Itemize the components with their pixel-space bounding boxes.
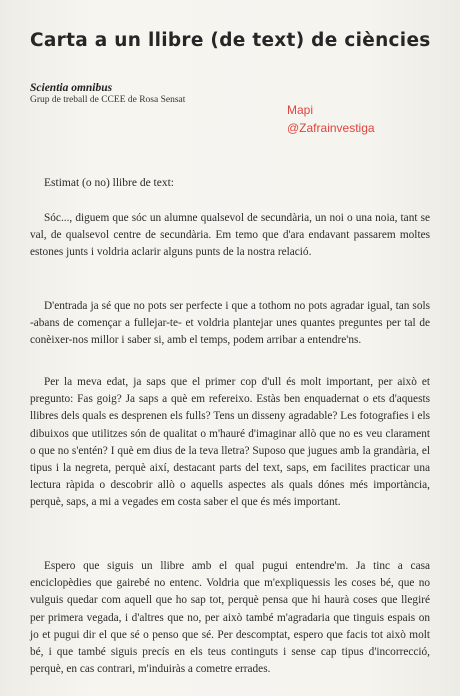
article-subtitle: Scientia omnibus xyxy=(30,82,113,94)
letter-paragraph: Espero que siguis un llibre amb el qual pugui entendre'm. Ja tinc a casa enciclopèdies que gairebé no entenc. Voldria que m'expliquessis les coses bé, que no vulguis quedar com aquell que ho sap tot, perquè pensa que hi haurà coses que llegiré per primera vegada, i d'altres que no, per això també m'agradaria que tinguis espais on jo et pugui dir el que sé o penso que sé. Per descomptat, espero que facis tot això molt bé, i que també siguis precís en els teus continguts i sense cap tipus d'incorrecció, perquè, en cas contrari, m'induiràs a cometre errades. xyxy=(30,560,430,676)
author-group: Grup de treball de CCEE de Rosa Sensat xyxy=(30,95,186,105)
letter-paragraph: Per la meva edat, ja saps que el primer cop d'ull és molt important, per això et pregunto: Fas goig? Ja saps a què em refereixo. Estàs ben enquadernat o ets d'aquests llibres dels quals es desprenen els fulls? Tens un disseny agradable? Les fotografies i els dibuixos que utilitzes són de qualitat o m'hauré d'imaginar allò que no es veu clarament o que no s'entén? I què em dius de la teva lletra? Suposo que jugues amb la grandària, el tipus i la negreta, perquè així, destacant parts del text, saps, em facilites practicar una lectura ràpida o descobrir allò o aquells aspectes als quals dónes més importància, perquè, saps, a mi a vegades em costa saber el que és més important. xyxy=(30,376,430,509)
watermark-name: Mapi xyxy=(287,103,314,117)
letter-greeting: Estimat (o no) llibre de text: xyxy=(44,177,174,189)
article-title: Carta a un llibre (de text) de ciències xyxy=(30,30,431,51)
letter-paragraph: D'entrada ja sé que no pots ser perfecte i que a tothom no pots agradar igual, tan sols -abans de començar a fullejar-te- et voldria plantejar unes quantes preguntes per tal de conèixer-nos millor i saber si, amb el temps, podem arribar a entendre'ns. xyxy=(30,300,430,347)
watermark-handle: @Zafrainvestiga xyxy=(287,121,375,135)
watermark-annotation xyxy=(287,101,375,137)
letter-paragraph: Sóc..., diguem que sóc un alumne qualsevol de secundària, un noi o una noia, tant se val, de qualsevol centre de secundària. Em temo que d'ara endavant passarem moltes estones junts i voldria aclarir alguns punts de la nostra relació. xyxy=(30,212,430,259)
